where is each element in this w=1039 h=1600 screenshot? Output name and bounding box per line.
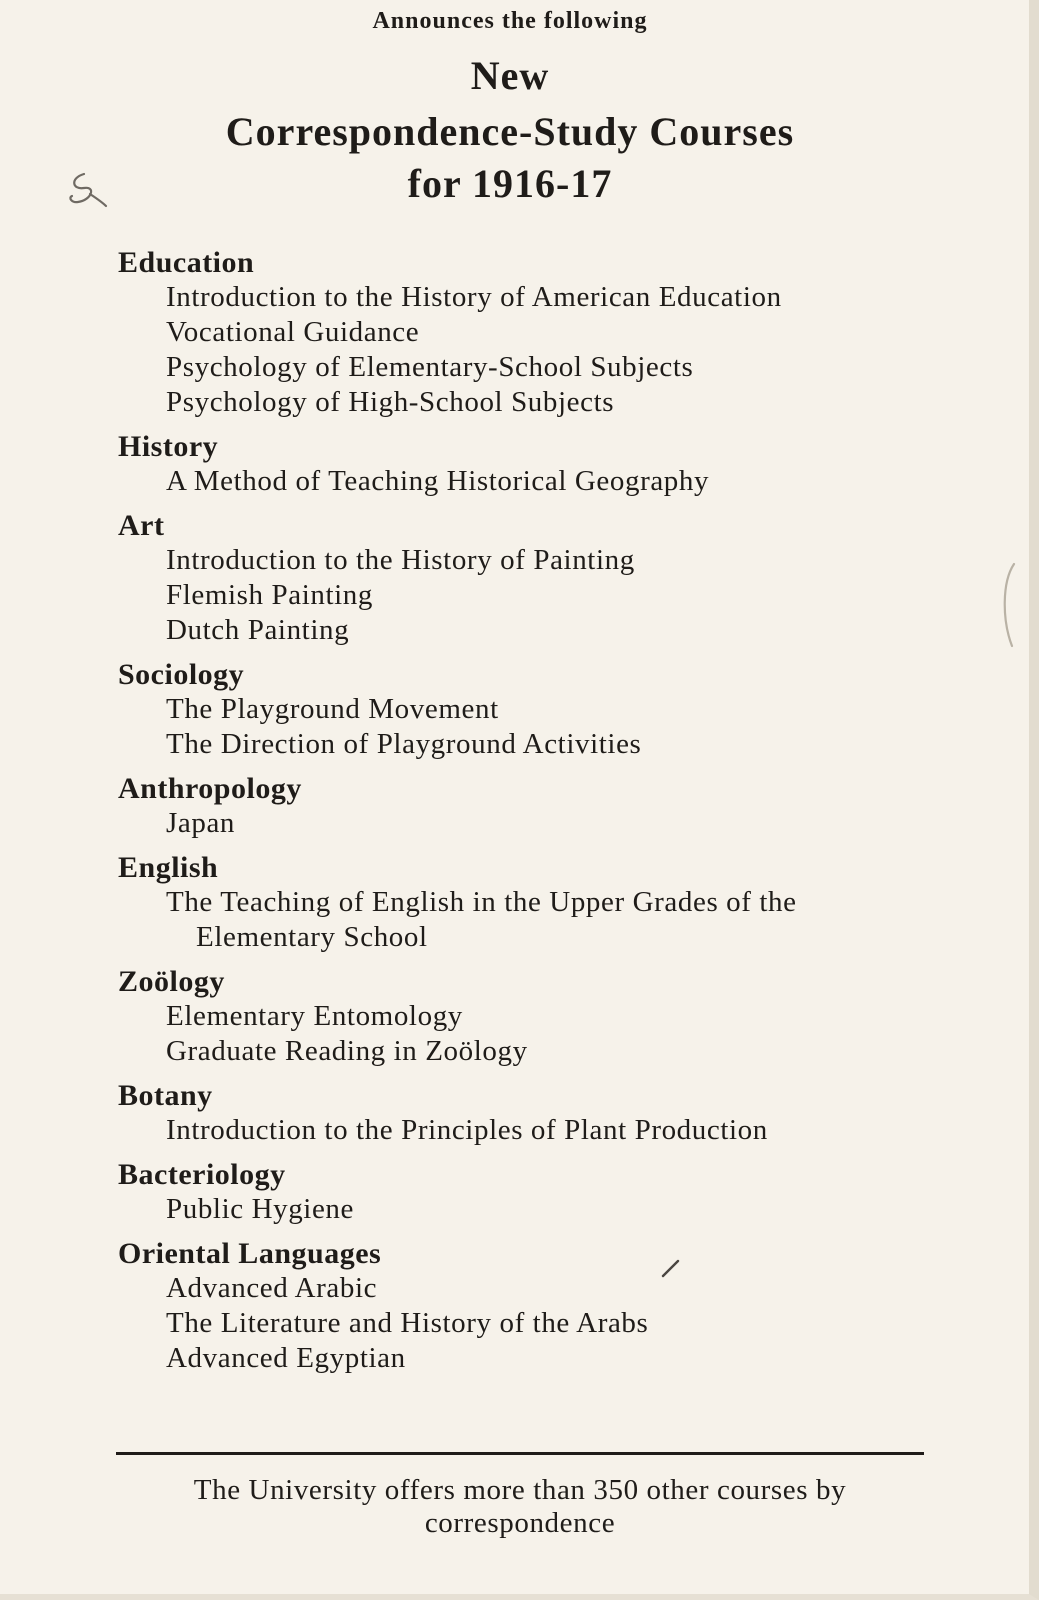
course-item: Advanced Arabic [166,1272,378,1304]
section-heading: Education [118,246,255,279]
divider-rule [116,1452,924,1455]
course-item: Psychology of Elementary-School Subjects [166,351,694,383]
section-heading: Zoölogy [118,965,225,998]
course-item: The Direction of Playground Activities [166,728,642,760]
section-english [118,851,998,955]
section-sociology [118,658,998,762]
course-list [118,246,998,1386]
course-item: Psychology of High-School Subjects [166,386,615,418]
title-main: Correspondence-Study Courses [225,109,795,154]
section-oriental-languages [118,1237,998,1376]
course-item: Advanced Egyptian [166,1342,406,1374]
course-item: Public Hygiene [166,1193,355,1225]
section-heading: Bacteriology [118,1158,286,1191]
section-heading: Anthropology [118,772,302,805]
course-item-continuation: Elementary School [196,921,428,953]
course-item: Dutch Painting [166,614,350,646]
title-new: New [470,53,550,98]
course-item-line: The Teaching of English in the Upper Grades of the [166,886,797,918]
course-item: The Playground Movement [166,693,499,725]
title-year: for 1916-17 [407,161,613,206]
announce-line: Announces the following [372,8,648,34]
section-heading: Sociology [118,658,245,691]
section-anthropology [118,772,998,841]
course-item [118,885,998,955]
course-item: The Literature and History of the Arabs [166,1307,649,1339]
course-item: Introduction to the History of Painting [166,544,635,576]
section-zoology [118,965,998,1069]
section-art [118,509,998,648]
footer-line-1: The University offers more than 350 other courses by [193,1474,847,1506]
paper-crease-mark [1000,560,1020,650]
course-item: Introduction to the Principles of Plant Production [166,1114,768,1146]
footer-note [110,1474,930,1540]
section-heading: Art [118,509,165,542]
pencil-tick-icon [660,1257,682,1279]
footer-line-2: correspondence [424,1507,616,1539]
section-heading: Oriental Languages [118,1237,382,1270]
section-heading: Botany [118,1079,213,1112]
course-item: Vocational Guidance [166,316,420,348]
section-heading: English [118,851,219,884]
course-item: Flemish Painting [166,579,373,611]
course-item: Graduate Reading in Zoölogy [166,1035,528,1067]
section-heading: History [118,430,219,463]
pencil-scribble-icon [62,166,112,210]
section-education [118,246,998,420]
course-item: Japan [166,807,236,839]
section-history [118,430,998,499]
section-botany [118,1079,998,1148]
section-bacteriology [118,1158,998,1227]
course-item: Elementary Entomology [166,1000,463,1032]
course-item: A Method of Teaching Historical Geography [166,465,710,497]
course-item: Introduction to the History of American Education [166,281,782,313]
